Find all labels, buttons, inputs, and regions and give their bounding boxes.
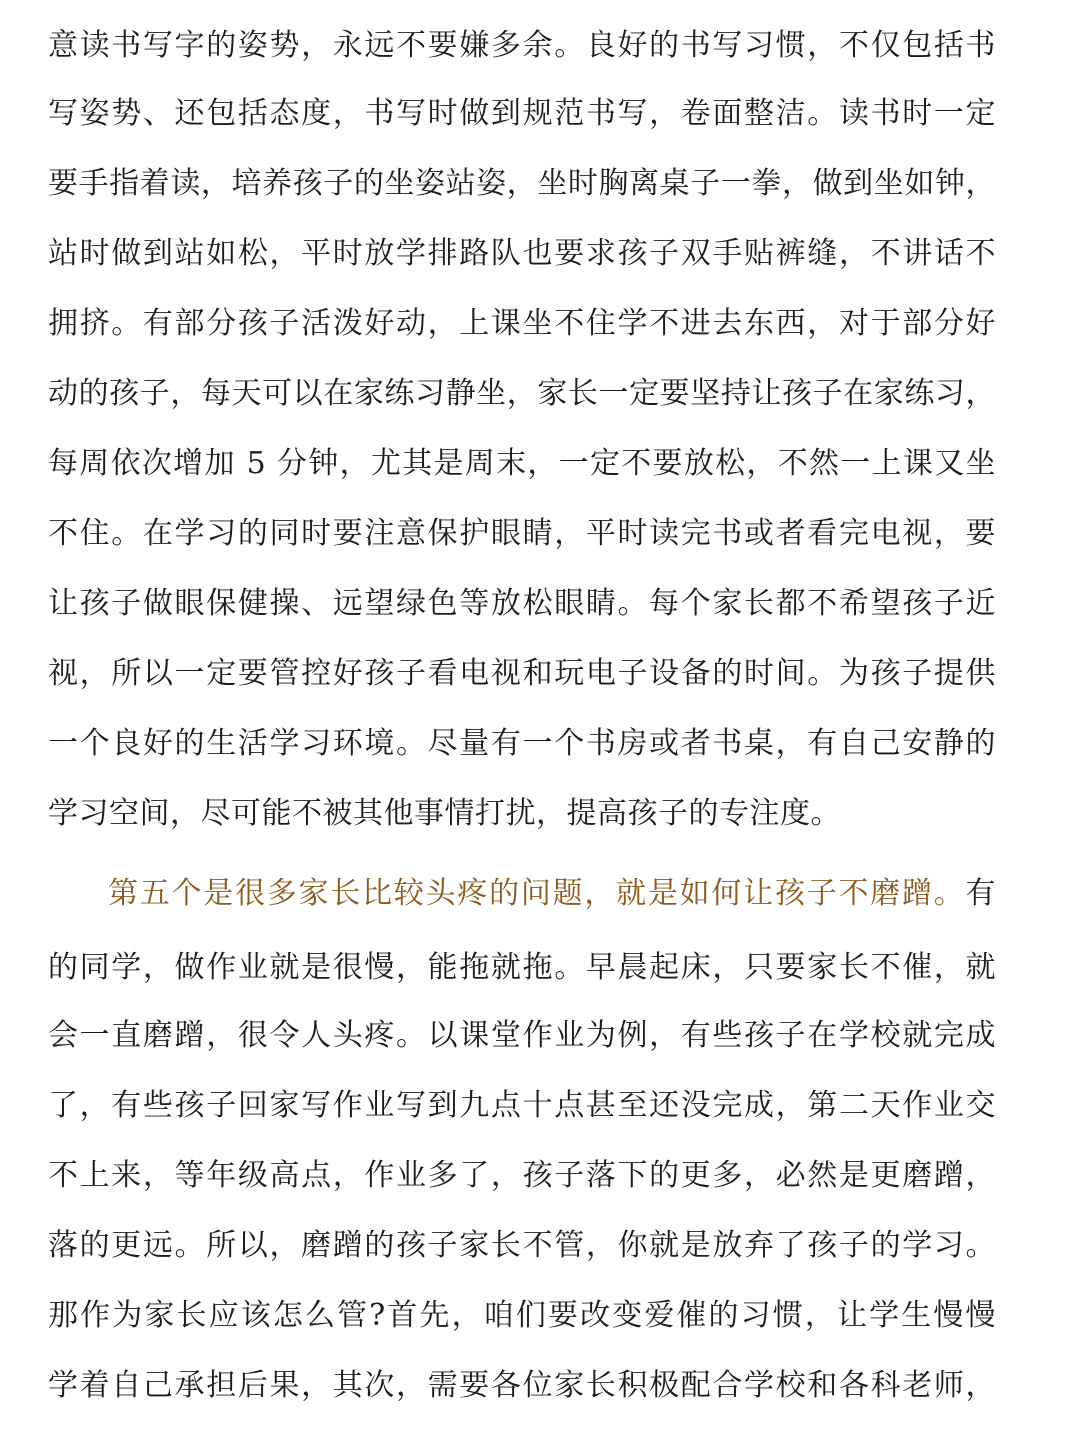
text-line: 一个良好的生活学习环境。尽量有一个书房或者书桌，有自己安静的: [48, 726, 996, 761]
text-line: 要手指着读，培养孩子的坐姿站姿，坐时胸离桌子一拳，做到坐如钟，: [48, 166, 996, 201]
text-line: 意读书写字的姿势，永远不要嫌多余。良好的书写习惯，不仅包括书: [48, 28, 996, 63]
text-line: 拥挤。有部分孩子活泼好动，上课坐不住学不进去东西，对于部分好: [48, 306, 996, 341]
text-line: 的同学，做作业就是很慢，能拖就拖。早晨起床，只要家长不催，就: [48, 950, 996, 985]
text-line: 每周依次增加 5 分钟，尤其是周末，一定不要放松，不然一上课又坐: [48, 446, 996, 481]
text-line: 视，所以一定要管控好孩子看电视和玩电子设备的时间。为孩子提供: [48, 656, 996, 691]
text-line: 那作为家长应该怎么管?首先，咱们要改变爱催的习惯，让学生慢慢: [48, 1298, 996, 1333]
text-line: 不上来，等年级高点，作业多了，孩子落下的更多，必然是更磨蹭，: [48, 1158, 996, 1193]
text-line: 落的更远。所以，磨蹭的孩子家长不管，你就是放弃了孩子的学习。: [48, 1228, 996, 1263]
text-line: 了，有些孩子回家写作业写到九点十点甚至还没完成，第二天作业交: [48, 1088, 996, 1123]
text-line: 让孩子做眼保健操、远望绿色等放松眼睛。每个家长都不希望孩子近: [48, 586, 996, 621]
text-line: 站时做到站如松，平时放学排路队也要求孩子双手贴裤缝，不讲话不: [48, 236, 996, 271]
text-line: 会一直磨蹭，很令人头疼。以课堂作业为例，有些孩子在学校就完成: [48, 1018, 996, 1053]
highlighted-topic-sentence: 第五个是很多家长比较头疼的问题，就是如何让孩子不磨蹭。: [108, 876, 966, 911]
paragraph-heading-line: [108, 864, 996, 924]
text-line: 写姿势、还包括态度，书写时做到规范书写，卷面整洁。读书时一定: [48, 96, 996, 131]
text-line: 不住。在学习的同时要注意保护眼睛，平时读完书或者看完电视，要: [48, 516, 996, 551]
text-run: 有: [965, 876, 996, 911]
text-line: 学着自己承担后果，其次，需要各位家长积极配合学校和各科老师，: [48, 1368, 996, 1403]
text-line: 学习空间，尽可能不被其他事情打扰，提高孩子的专注度。: [48, 796, 841, 831]
text-line: 动的孩子，每天可以在家练习静坐，家长一定要坚持让孩子在家练习，: [48, 376, 996, 411]
